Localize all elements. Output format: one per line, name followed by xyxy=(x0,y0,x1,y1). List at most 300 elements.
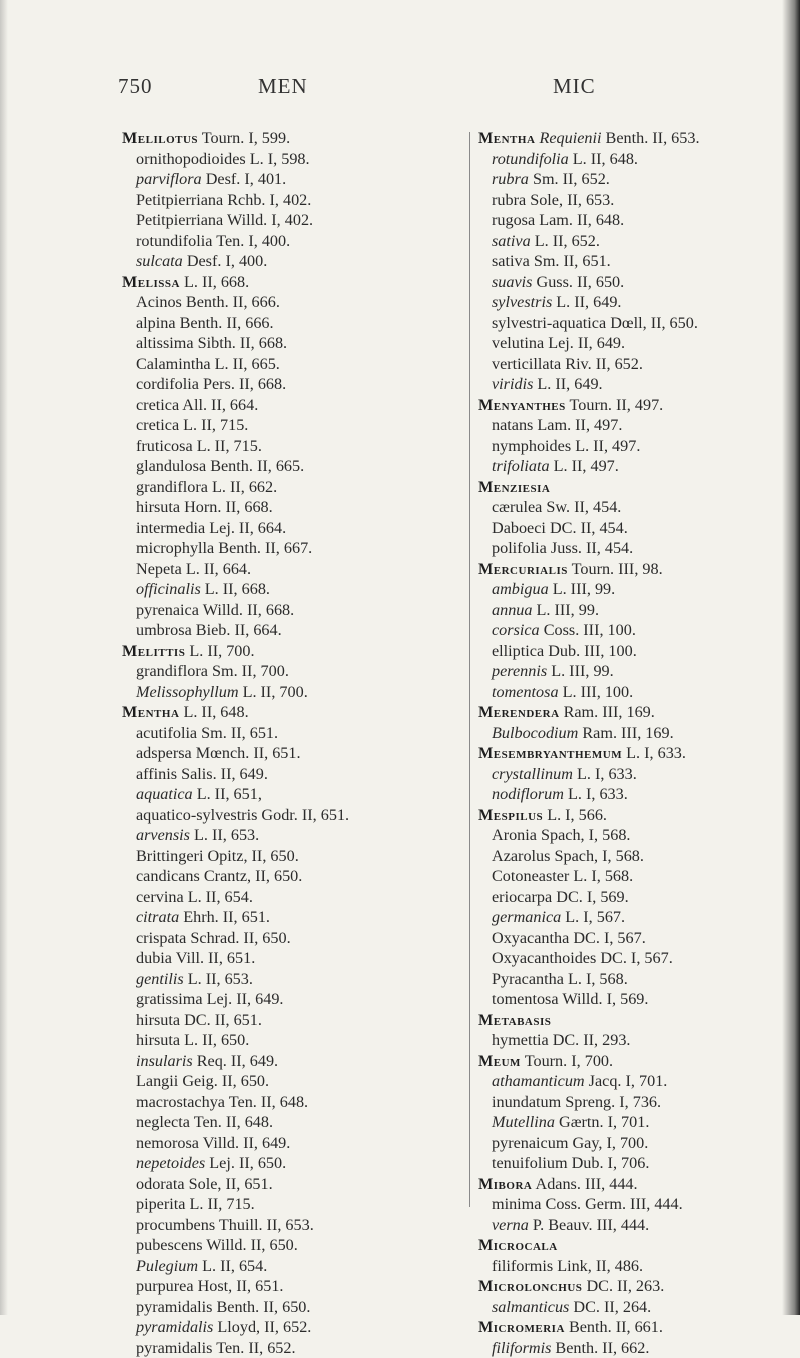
genus-name: Mentha xyxy=(478,129,535,147)
species-entry xyxy=(122,682,462,703)
species-reference: Req. II, 649. xyxy=(197,1052,278,1070)
species-name: officinalis xyxy=(136,580,201,598)
species-name: Nepeta xyxy=(136,560,182,578)
species-reference: Salis. II, 649. xyxy=(181,765,268,783)
species-name: insularis xyxy=(136,1052,193,1070)
species-entry xyxy=(478,784,778,805)
species-reference: DC. II, 454. xyxy=(550,519,628,537)
species-reference: Lej. II, 649. xyxy=(207,990,284,1008)
species-name: Calamintha xyxy=(136,355,211,373)
species-reference: Lam. II, 497. xyxy=(537,416,622,434)
species-reference: Benth. II, 666. xyxy=(186,293,280,311)
genus-entry xyxy=(478,1276,778,1297)
species-name: aquatica xyxy=(136,785,193,803)
species-name: elliptica xyxy=(492,642,544,660)
genus-entry xyxy=(122,641,462,662)
species-entry xyxy=(478,1030,778,1051)
species-reference: DC. I, 567. xyxy=(573,929,645,947)
species-reference: Benth. II, 665. xyxy=(210,457,304,475)
species-entry xyxy=(478,928,778,949)
species-entry xyxy=(122,579,462,600)
species-entry xyxy=(122,436,462,457)
species-name: minima xyxy=(492,1195,541,1213)
species-name: adspersa xyxy=(136,744,192,762)
species-name: procumbens xyxy=(136,1216,215,1234)
species-entry xyxy=(478,641,778,662)
species-entry xyxy=(122,313,462,334)
genus-reference: Tourn. II, 497. xyxy=(570,396,664,414)
species-name: dubia xyxy=(136,949,172,967)
species-name: cretica xyxy=(136,416,179,434)
species-name: umbrosa xyxy=(136,621,192,639)
species-name: tomentosa xyxy=(492,990,559,1008)
species-entry xyxy=(478,415,778,436)
species-name: gentilis xyxy=(136,970,184,988)
right-index-column xyxy=(478,128,778,1358)
species-name: sylvestri-aquatica xyxy=(492,314,606,332)
species-reference: Horn. II, 668. xyxy=(184,498,273,516)
left-index-column xyxy=(122,128,462,1358)
genus-name: Melilotus xyxy=(122,129,198,147)
species-name: Pyracantha xyxy=(492,970,564,988)
species-name: athamanticum xyxy=(492,1072,585,1090)
genus-name: Melissa xyxy=(122,273,180,291)
species-reference: L. I, 568. xyxy=(573,867,633,885)
species-entry xyxy=(122,1092,462,1113)
genus-name: Mesembryanthemum xyxy=(478,744,622,762)
genus-entry xyxy=(478,1235,778,1256)
page-number: 750 xyxy=(118,74,153,99)
species-entry xyxy=(122,887,462,908)
species-entry xyxy=(122,210,462,231)
species-reference: Lej. II, 649. xyxy=(548,334,625,352)
species-reference: Benth. II, 667. xyxy=(218,539,312,557)
genus-entry xyxy=(122,272,462,293)
species-reference: Ten. II, 648. xyxy=(194,1113,273,1131)
species-reference: Ram. III, 169. xyxy=(582,724,673,742)
species-name: verna xyxy=(492,1216,529,1234)
genus-name: Merendera xyxy=(478,703,560,721)
species-name: crispata xyxy=(136,929,186,947)
species-reference: Desf. I, 401. xyxy=(206,170,286,188)
genus-entry xyxy=(478,743,778,764)
species-entry xyxy=(122,374,462,395)
species-entry xyxy=(122,764,462,785)
species-reference: L. I, 568. xyxy=(568,970,628,988)
species-name: odorata xyxy=(136,1175,185,1193)
genus-name: Mentha xyxy=(122,703,179,721)
species-name: cærulea xyxy=(492,498,542,516)
genus-reference: Ram. III, 169. xyxy=(564,703,655,721)
species-name: Petitpierriana xyxy=(136,191,223,209)
species-entry xyxy=(122,1174,462,1195)
species-entry xyxy=(478,169,778,190)
species-name: suavis xyxy=(492,273,532,291)
species-name: Daboeci xyxy=(492,519,546,537)
species-name: Oxyacanthoides xyxy=(492,949,596,967)
species-entry xyxy=(478,969,778,990)
species-reference: Ten. I, 400. xyxy=(216,232,290,250)
species-name: sativa xyxy=(492,232,531,250)
species-reference: L. II, 700. xyxy=(243,683,308,701)
genus-name: Micromeria xyxy=(478,1318,565,1336)
species-reference: Geig. II, 650. xyxy=(182,1072,269,1090)
species-entry xyxy=(122,989,462,1010)
species-reference: L. II, 653. xyxy=(194,826,259,844)
species-name: ambigua xyxy=(492,580,549,598)
species-name: velutina xyxy=(492,334,544,352)
species-reference: Benth. II, 666. xyxy=(180,314,274,332)
species-name: natans xyxy=(492,416,533,434)
species-name: rotundifolia xyxy=(136,232,212,250)
species-entry xyxy=(478,682,778,703)
species-entry xyxy=(478,907,778,928)
species-entry xyxy=(122,866,462,887)
species-reference: Ten. II, 648. xyxy=(229,1093,308,1111)
species-reference: Mœnch. II, 651. xyxy=(196,744,301,762)
species-entry xyxy=(122,1317,462,1338)
species-entry xyxy=(122,1030,462,1051)
genus-entry xyxy=(478,1317,778,1338)
genus-reference: L. I, 566. xyxy=(547,806,607,824)
species-entry xyxy=(478,1194,778,1215)
genus-name: Mercurialis xyxy=(478,560,568,578)
species-reference: Pers. II, 668. xyxy=(203,375,286,393)
species-entry xyxy=(122,907,462,928)
species-reference: L. II, 665. xyxy=(215,355,280,373)
species-reference: L. II, 654. xyxy=(188,888,253,906)
species-reference: L. II, 649. xyxy=(556,293,621,311)
species-entry xyxy=(122,1010,462,1031)
species-reference: Guss. II, 650. xyxy=(537,273,625,291)
genus-name: Menyanthes xyxy=(478,396,566,414)
species-entry xyxy=(478,313,778,334)
species-name: ornithopodioides xyxy=(136,150,246,168)
genus-reference: L. I, 633. xyxy=(626,744,686,762)
species-entry xyxy=(122,456,462,477)
left-running-head: MEN xyxy=(258,74,308,99)
species-reference: L. I, 633. xyxy=(568,785,628,803)
species-name: corsica xyxy=(492,621,540,639)
species-name: parviflora xyxy=(136,170,202,188)
species-name: inundatum xyxy=(492,1093,561,1111)
species-reference: L. II, 653. xyxy=(188,970,253,988)
species-entry xyxy=(122,846,462,867)
species-reference: P. Beauv. III, 444. xyxy=(533,1216,649,1234)
species-reference: L. I, 567. xyxy=(565,908,625,926)
species-reference: L. III, 99. xyxy=(537,601,599,619)
species-name: germanica xyxy=(492,908,561,926)
species-name: polifolia xyxy=(492,539,547,557)
species-reference: Coss. III, 100. xyxy=(544,621,636,639)
species-name: sulcata xyxy=(136,252,183,270)
species-reference: DC. I, 569. xyxy=(556,888,628,906)
species-name: nemorosa xyxy=(136,1134,199,1152)
species-entry xyxy=(478,1215,778,1236)
species-reference: Lej. II, 650. xyxy=(209,1154,286,1172)
species-name: tomentosa xyxy=(492,683,559,701)
species-name: microphylla xyxy=(136,539,214,557)
species-entry xyxy=(122,1153,462,1174)
species-entry xyxy=(122,661,462,682)
species-reference: Dub. III, 100. xyxy=(548,642,637,660)
genus-entry xyxy=(478,702,778,723)
species-reference: DC. II, 651. xyxy=(184,1011,262,1029)
species-name: Azarolus xyxy=(492,847,550,865)
species-entry xyxy=(122,825,462,846)
genus-entry xyxy=(478,1010,778,1031)
genus-reference: Tourn. I, 700. xyxy=(525,1052,613,1070)
species-entry xyxy=(478,538,778,559)
species-reference: Crantz, II, 650. xyxy=(204,867,302,885)
species-entry xyxy=(478,436,778,457)
species-reference: Sibth. II, 668. xyxy=(198,334,287,352)
species-name: nymphoides xyxy=(492,437,571,455)
species-entry xyxy=(478,210,778,231)
species-reference: L. II, 650. xyxy=(184,1031,249,1049)
species-name: macrostachya xyxy=(136,1093,225,1111)
species-name: cordifolia xyxy=(136,375,199,393)
species-name: arvensis xyxy=(136,826,190,844)
species-name: pyramidalis xyxy=(136,1318,213,1336)
species-reference: DC. I, 567. xyxy=(600,949,672,967)
species-entry xyxy=(122,948,462,969)
species-name: viridis xyxy=(492,375,533,393)
genus-entry xyxy=(122,128,462,149)
species-reference: Willd. I, 569. xyxy=(562,990,648,1008)
species-name: rugosa xyxy=(492,211,535,229)
species-entry xyxy=(122,190,462,211)
genus-name: Microlonchus xyxy=(478,1277,582,1295)
species-entry xyxy=(478,846,778,867)
species-entry xyxy=(122,1071,462,1092)
column-divider xyxy=(469,132,470,1207)
species-name: gratissima xyxy=(136,990,203,1008)
species-name: purpurea xyxy=(136,1277,194,1295)
species-reference: Willd. II, 650. xyxy=(206,1236,298,1254)
species-reference: L. II, 654. xyxy=(202,1257,267,1275)
species-reference: L. II, 715. xyxy=(197,437,262,455)
species-entry xyxy=(122,1297,462,1318)
species-reference: Ehrh. II, 651. xyxy=(183,908,270,926)
species-reference: L. II, 662. xyxy=(212,478,277,496)
species-name: filiformis xyxy=(492,1257,553,1275)
species-reference: DC. II, 293. xyxy=(553,1031,631,1049)
species-reference: Sm. II, 652. xyxy=(533,170,610,188)
species-name: filiformis xyxy=(492,1339,551,1357)
species-reference: Bieb. II, 664. xyxy=(196,621,282,639)
species-entry xyxy=(122,743,462,764)
species-reference: L. II, 648. xyxy=(573,150,638,168)
species-entry xyxy=(122,620,462,641)
species-reference: Spach, I, 568. xyxy=(554,847,643,865)
species-entry xyxy=(478,354,778,375)
species-entry xyxy=(122,928,462,949)
species-entry xyxy=(478,497,778,518)
species-reference: Benth. II, 662. xyxy=(555,1339,649,1357)
species-entry xyxy=(478,620,778,641)
species-reference: Dub. I, 706. xyxy=(572,1154,650,1172)
species-name: altissima xyxy=(136,334,194,352)
species-reference: Sole, II, 651. xyxy=(189,1175,273,1193)
species-reference: Godr. II, 651. xyxy=(261,806,349,824)
species-name: Langii xyxy=(136,1072,178,1090)
species-name: Melissophyllum xyxy=(136,683,239,701)
species-entry xyxy=(122,354,462,375)
species-name: hirsuta xyxy=(136,1031,180,1049)
species-name: eriocarpa xyxy=(492,888,552,906)
species-reference: Desf. I, 400. xyxy=(187,252,267,270)
species-reference: L. II, 668. xyxy=(205,580,270,598)
species-name: rubra xyxy=(492,191,526,209)
species-reference: L. I, 598. xyxy=(250,150,310,168)
genus-name: Mespilus xyxy=(478,806,543,824)
species-entry xyxy=(478,251,778,272)
species-entry xyxy=(478,764,778,785)
species-entry xyxy=(478,600,778,621)
species-reference: Lam. II, 648. xyxy=(539,211,624,229)
species-name: alpina xyxy=(136,314,176,332)
species-entry xyxy=(478,292,778,313)
genus-entry xyxy=(122,702,462,723)
species-reference: Link, II, 486. xyxy=(557,1257,643,1275)
species-reference: Lloyd, II, 652. xyxy=(217,1318,311,1336)
species-reference: Rchb. I, 402. xyxy=(227,191,311,209)
genus-reference: L. II, 648. xyxy=(183,703,248,721)
species-entry xyxy=(478,190,778,211)
species-reference: Thuill. II, 653. xyxy=(219,1216,314,1234)
species-name: Petitpierriana xyxy=(136,211,223,229)
species-name: affinis xyxy=(136,765,177,783)
species-name: Acinos xyxy=(136,293,182,311)
species-name: hirsuta xyxy=(136,1011,180,1029)
species-name: Aronia xyxy=(492,826,537,844)
genus-entry xyxy=(478,1174,778,1195)
species-name: sylvestris xyxy=(492,293,552,311)
species-name: crystallinum xyxy=(492,765,573,783)
species-name: cretica xyxy=(136,396,179,414)
species-name: candicans xyxy=(136,867,200,885)
genus-reference: DC. II, 263. xyxy=(586,1277,664,1295)
species-reference: Coss. Germ. III, 444. xyxy=(546,1195,683,1213)
species-entry xyxy=(478,149,778,170)
species-entry xyxy=(122,1276,462,1297)
species-entry xyxy=(478,1153,778,1174)
genus-reference: L. II, 668. xyxy=(184,273,249,291)
genus-entry xyxy=(478,128,778,149)
species-entry xyxy=(478,333,778,354)
species-entry xyxy=(122,784,462,805)
species-name: pyramidalis xyxy=(136,1298,212,1316)
species-reference: DC. II, 264. xyxy=(573,1298,651,1316)
species-entry xyxy=(122,1051,462,1072)
species-name: hymettia xyxy=(492,1031,549,1049)
species-reference: L. II, 649. xyxy=(537,375,602,393)
species-entry xyxy=(122,149,462,170)
species-name: verticillata xyxy=(492,355,561,373)
genus-name: Menziesia xyxy=(478,478,550,496)
species-entry xyxy=(478,1092,778,1113)
species-reference: L. III, 99. xyxy=(553,580,615,598)
species-name: neglecta xyxy=(136,1113,190,1131)
species-name: hirsuta xyxy=(136,498,180,516)
species-entry xyxy=(122,395,462,416)
genus-reference: Tourn. I, 599. xyxy=(202,129,290,147)
genus-name: Metabasis xyxy=(478,1011,551,1029)
species-entry xyxy=(122,1256,462,1277)
species-reference: Lej. II, 664. xyxy=(209,519,286,537)
species-entry xyxy=(478,1112,778,1133)
species-name: rotundifolia xyxy=(492,150,569,168)
species-name: intermedia xyxy=(136,519,205,537)
species-entry xyxy=(122,1194,462,1215)
species-entry xyxy=(122,169,462,190)
species-entry xyxy=(478,866,778,887)
species-entry xyxy=(122,559,462,580)
species-name: pubescens xyxy=(136,1236,203,1254)
genus-reference: L. II, 700. xyxy=(189,642,254,660)
species-entry xyxy=(122,600,462,621)
species-entry xyxy=(122,415,462,436)
species-reference: L. II, 715. xyxy=(183,416,248,434)
species-name: piperita xyxy=(136,1195,185,1213)
species-entry xyxy=(122,1235,462,1256)
species-name: fruticosa xyxy=(136,437,193,455)
species-entry xyxy=(478,661,778,682)
genus-reference: Benth. II, 661. xyxy=(569,1318,663,1336)
species-entry xyxy=(478,272,778,293)
species-entry xyxy=(122,805,462,826)
species-reference: L. III, 99. xyxy=(551,662,613,680)
species-reference: Dœll, II, 650. xyxy=(610,314,698,332)
species-name: annua xyxy=(492,601,532,619)
species-entry xyxy=(122,969,462,990)
species-reference: Spreng. I, 736. xyxy=(565,1093,661,1111)
page-left-shadow xyxy=(0,0,8,1315)
species-entry xyxy=(478,456,778,477)
species-entry xyxy=(122,1215,462,1236)
species-entry xyxy=(122,251,462,272)
species-reference: Gay, I, 700. xyxy=(572,1134,648,1152)
species-name: tenuifolium xyxy=(492,1154,568,1172)
species-reference: Riv. II, 652. xyxy=(565,355,643,373)
species-name: Brittingeri xyxy=(136,847,203,865)
species-reference: Schrad. II, 650. xyxy=(190,929,290,947)
species-reference: Sole, II, 653. xyxy=(530,191,614,209)
species-entry xyxy=(478,948,778,969)
species-entry xyxy=(122,1112,462,1133)
species-name: glandulosa xyxy=(136,457,206,475)
species-reference: L. II, 715. xyxy=(190,1195,255,1213)
species-name: Bulbocodium xyxy=(492,724,578,742)
species-entry xyxy=(122,518,462,539)
genus-entry xyxy=(478,1051,778,1072)
species-entry xyxy=(122,1338,462,1358)
species-name: Pulegium xyxy=(136,1257,198,1275)
species-name: cervina xyxy=(136,888,184,906)
species-entry xyxy=(122,477,462,498)
species-entry xyxy=(478,1297,778,1318)
species-entry xyxy=(122,723,462,744)
genus-entry xyxy=(478,395,778,416)
genus-entry xyxy=(478,805,778,826)
genus-reference: Tourn. III, 98. xyxy=(572,560,663,578)
species-name: salmanticus xyxy=(492,1298,569,1316)
species-name: pyramidalis xyxy=(136,1339,212,1357)
species-reference: Ten. II, 652. xyxy=(216,1339,295,1357)
species-reference: L. II, 497. xyxy=(575,437,640,455)
species-entry xyxy=(478,579,778,600)
